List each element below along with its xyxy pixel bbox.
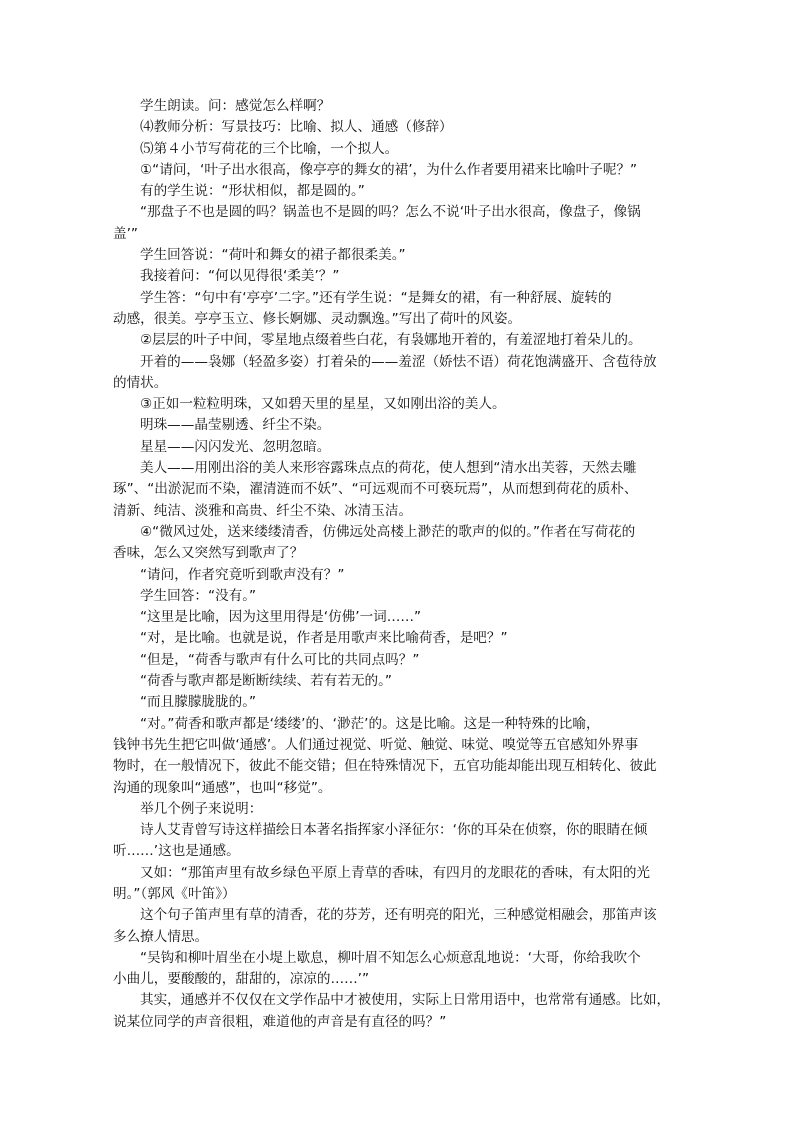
text-line: 开着的——袅娜（轻盈多姿）打着朵的——羞涩（娇怯不语）荷花饱满盛开、含苞待放: [140, 353, 657, 370]
text-line: 物时，在一般情况下，彼此不能交错；但在特殊情况下，五官功能却能出现互相转化、彼此: [113, 758, 657, 775]
text-line: 美人——用刚出浴的美人来形容露珠点点的荷花，使人想到“清水出芙蓉，天然去雕: [140, 460, 637, 477]
text-line: 钱钟书先生把它叫做‘通感’。人们通过视觉、听觉、触觉、味觉、嗅觉等五官感知外界事: [113, 736, 639, 753]
text-line: 的情状。: [113, 374, 168, 391]
text-line: “对，是比喻。也就是说，作者是用歌声来比喻荷香，是吧？”: [140, 630, 508, 647]
text-line: ③正如一粒粒明珠，又如碧天里的星星，又如刚出浴的美人。: [140, 396, 506, 413]
text-line: 多么撩人情思。: [113, 928, 209, 945]
text-line: “这里是比喻，因为这里用得是‘仿佛’一词……”: [140, 609, 422, 626]
text-line: 学生回答：“没有。”: [140, 587, 257, 604]
text-line: 说某位同学的声音很粗，难道他的声音是有直径的吗？”: [113, 1013, 447, 1030]
text-line: 香味，怎么又突然写到歌声了？: [113, 545, 304, 562]
text-line: “对。”荷香和歌声都是‘缕缕’的、‘渺茫’的。这是比喻。这是一种特殊的比喻，: [140, 715, 600, 732]
text-line: 我接着问：“何以见得很‘柔美’？”: [140, 268, 340, 285]
text-line: 明珠——晶莹剔透、纤尘不染。: [140, 417, 331, 434]
text-line: ①“请问，‘叶子出水很高，像亭亭的舞女的裙’，为什么作者要用裙来比喻叶子呢？”: [140, 161, 638, 178]
text-line: 学生回答说：“荷叶和舞女的裙子都很柔美。”: [140, 247, 406, 264]
text-line: “但是，“荷香与歌声有什么可比的共同点吗？”: [140, 651, 420, 668]
text-line: 学生朗读。问：感觉怎么样啊？: [140, 98, 331, 114]
text-line: ⑷教师分析：写景技巧：比喻、拟人、通感（修辞）: [140, 119, 453, 136]
text-line: ④“微风过处，送来缕缕清香，仿佛远处高楼上渺茫的歌声的似的。”作者在写荷花的: [140, 523, 636, 540]
text-line: 其实，通感并不仅仅在文学作品中才被使用，实际上日常用语中，也常常有通感。比如，: [140, 992, 671, 1009]
text-line: 盖’”: [113, 225, 138, 242]
text-line: 又如：“那笛声里有故乡绿色平原上青草的香味，有四月的龙眼花的香味，有太阳的光: [140, 864, 651, 881]
text-line: “吴钩和柳叶眉坐在小堤上歇息，柳叶眉不知怎么心烦意乱地说：‘大哥，你给我吹个: [140, 949, 641, 966]
text-line: 沟通的现象叫“通感”，也叫“移觉”。: [113, 779, 332, 796]
text-line: 诗人艾青曾写诗这样描绘日本著名指挥家小泽征尔：‘你的耳朵在侦察，你的眼睛在倾: [140, 822, 648, 839]
text-line: ⑸第４小节写荷花的三个比喻，一个拟人。: [140, 140, 399, 157]
text-line: “荷香与歌声都是断断续续、若有若无的。”: [140, 673, 392, 690]
text-line: “而且朦朦胧胧的。”: [140, 694, 257, 711]
text-line: 学生答：“句中有‘亭亭’二字。”还有学生说：“是舞女的裙，有一种舒展、旋转的: [140, 289, 612, 306]
text-line: 小曲儿，要酸酸的，甜甜的，凉凉的……’”: [113, 971, 370, 988]
text-line: “请问，作者究竟听到歌声没有？”: [140, 566, 345, 583]
text-line: 听……’这也是通感。: [113, 843, 240, 860]
text-line: 有的学生说：“形状相似，都是圆的。”: [140, 183, 365, 200]
text-line: 琢”、“出淤泥而不染，濯清涟而不妖”、“可远观而不可亵玩焉”，从而想到荷花的质朴、: [113, 481, 638, 498]
text-line: “那盘子不也是圆的吗？锅盖也不是圆的吗？怎么不说‘叶子出水很高，像盘子，像锅: [140, 204, 641, 221]
text-line: 举几个例子来说明：: [140, 800, 263, 817]
text-line: 星星——闪闪发光、忽明忽暗。: [140, 438, 331, 455]
text-line: 清新、纯洁、淡雅和高贵、纤尘不染、冰清玉洁。: [113, 502, 413, 519]
text-line: ②层层的叶子中间，零星地点缀着些白花，有袅娜地开着的，有羞涩地打着朵儿的。: [140, 332, 642, 349]
text-line: 动感，很美。亭亭玉立、修长婀娜、灵动飘逸。”写出了荷叶的风姿。: [113, 310, 522, 327]
document-body: [113, 96, 683, 1033]
text-line: 明。”（郭风《叶笛》）: [113, 885, 236, 902]
text-line: 这个句子笛声里有草的清香，花的芬芳，还有明亮的阳光，三种感觉相融会，那笛声该: [140, 907, 657, 924]
